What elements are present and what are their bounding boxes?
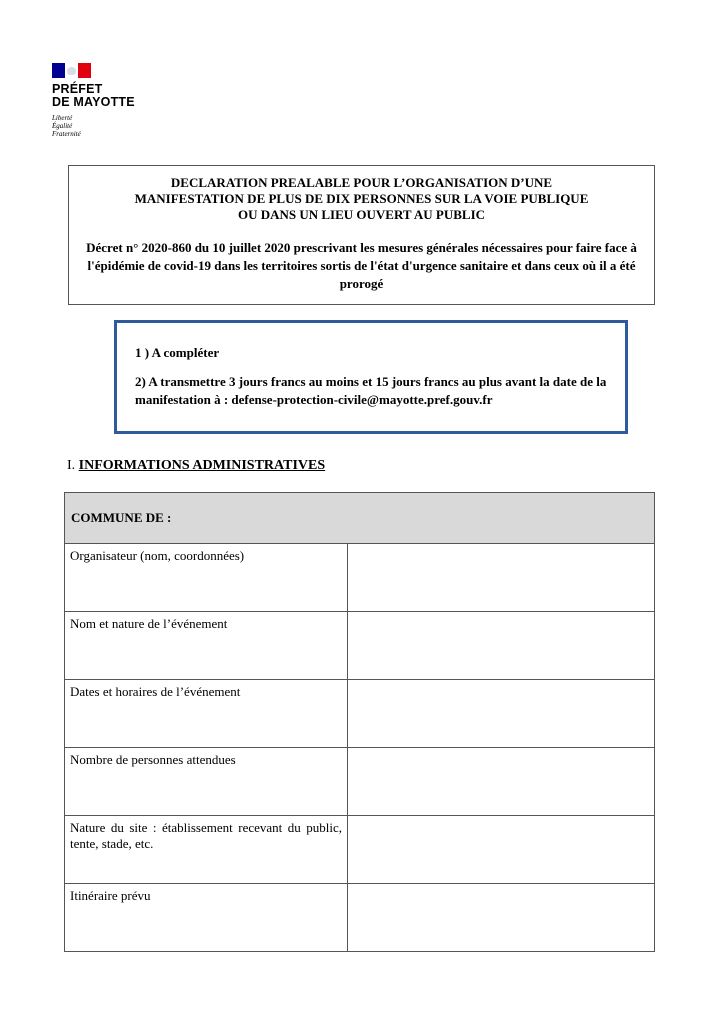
organizer-field[interactable]: [348, 544, 655, 612]
site-nature-label: Nature du site : établissement recevant du public, tente, stade, etc.: [65, 816, 348, 884]
table-row: [65, 816, 655, 884]
attendees-field[interactable]: [348, 748, 655, 816]
section-heading: [67, 458, 325, 474]
document-header-box: [68, 165, 655, 305]
table-row: [65, 612, 655, 680]
table-row: [65, 544, 655, 612]
instruction-step-1: 1 ) A compléter: [135, 345, 220, 360]
administrative-info-table: [64, 492, 655, 952]
title-line-1: DECLARATION PREALABLE POUR L’ORGANISATION D’UNE: [170, 175, 553, 190]
motto-fraternite: Fraternité: [52, 130, 81, 138]
motto-liberte: Liberté: [52, 114, 73, 122]
prefecture-logo: [52, 63, 162, 138]
motto-egalite: Égalité: [52, 122, 73, 130]
event-dates-label: Dates et horaires de l’événement: [65, 680, 348, 748]
site-nature-field[interactable]: [348, 816, 655, 884]
attendees-label: Nombre de personnes attendues: [65, 748, 348, 816]
title-line-2: MANIFESTATION DE PLUS DE DIX PERSONNES SUR LA VOIE PUBLIQUE: [134, 191, 589, 206]
commune-row: [65, 493, 655, 544]
commune-field[interactable]: COMMUNE DE :: [65, 493, 655, 544]
table-row: [65, 680, 655, 748]
event-dates-field[interactable]: [348, 680, 655, 748]
event-name-field[interactable]: [348, 612, 655, 680]
title-line-3: OU DANS UN LIEU OUVERT AU PUBLIC: [237, 207, 486, 222]
logo-title: [52, 83, 162, 109]
itinerary-label: Itinéraire prévu: [65, 884, 348, 952]
table-row: [65, 884, 655, 952]
section-number: I.: [67, 458, 76, 473]
instructions-box: [114, 320, 628, 434]
decree-reference: Décret n° 2020-860 du 10 juillet 2020 prescrivant les mesures générales nécessaires pour faire face à l'épidémie de covid-19 dans les territoires sortis de l'état d'urgence sanitaire et dans ceux où il a été prorogé: [86, 240, 637, 291]
instruction-step-2: 2) A transmettre 3 jours francs au moins et 15 jours francs au plus avant la date de la manifestation à : defense-protection-civile@mayotte.pref.gouv.fr: [135, 374, 607, 407]
section-title: INFORMATIONS ADMINISTRATIVES: [78, 458, 326, 473]
logo-title-line1: PRÉFET: [52, 82, 103, 96]
logo-title-line2: DE MAYOTTE: [52, 95, 135, 109]
table-row: [65, 748, 655, 816]
itinerary-field[interactable]: [348, 884, 655, 952]
marianne-flag-icon: [52, 63, 91, 78]
document-title: [69, 175, 654, 223]
republic-motto: [52, 114, 162, 138]
event-name-label: Nom et nature de l’événement: [65, 612, 348, 680]
organizer-label: Organisateur (nom, coordonnées): [65, 544, 348, 612]
